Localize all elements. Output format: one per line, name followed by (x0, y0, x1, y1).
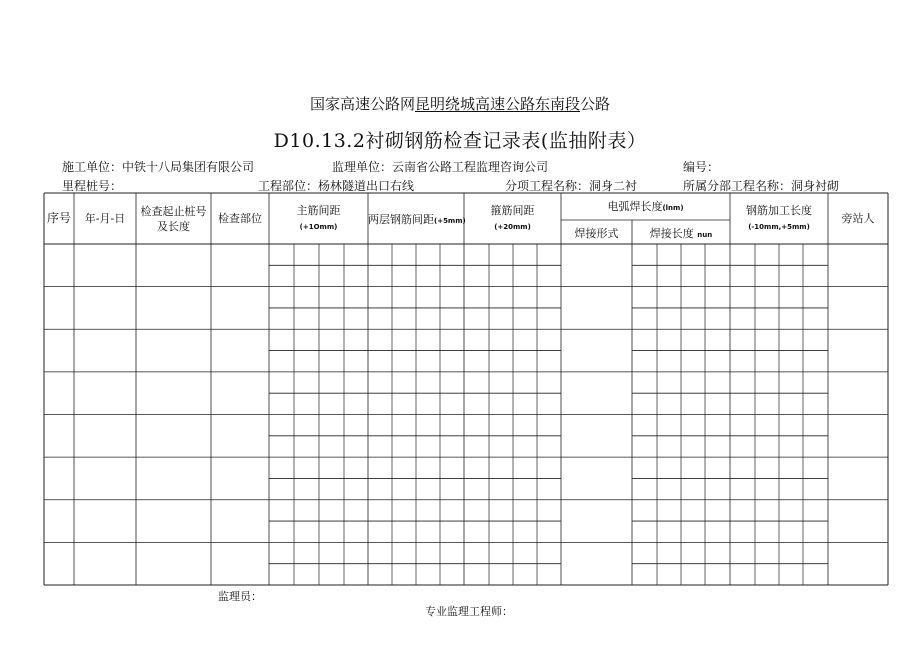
title-line-1: 国家高速公路网昆明绕城高速公路东南段公路 (309, 95, 611, 113)
header-part: 检查部位 (218, 212, 262, 225)
header-weld-form: 焊接形式 (574, 227, 619, 240)
header-two-layer: 两层钢筋间距(+5mm) (368, 213, 466, 226)
header-witness: 旁站人 (841, 212, 875, 225)
number-field: 编号： (683, 160, 720, 174)
contractor-field: 施工单位：中铁十八局集团有限公司 (62, 160, 255, 174)
header-weld: 电弧焊长度(lnm) (607, 200, 684, 213)
header-range: 检查起止桩号 及长度 (140, 205, 207, 233)
header-stirrup: 箍筋间距 (+20mm) (490, 204, 535, 231)
header-processing: 钢筋加工长度 (-10mm,+5mm) (746, 204, 812, 231)
mileage-field: 里程桩号： (62, 179, 123, 193)
header-date: 年-月-日 (84, 212, 126, 225)
project-name-underlined: 昆明绕城高速公路东南段 (414, 95, 580, 113)
division-field: 所属分部工程名称：洞身衬砌 (683, 179, 840, 193)
sub-item-field: 分项工程名称：洞身二衬 (505, 179, 638, 193)
form-title: D10.13.2衬砌钢筋检查记录表(监抽附表） (273, 130, 647, 152)
header-seq: 序号 (46, 211, 71, 225)
header-weld-length: 焊接长度 nun (649, 227, 713, 240)
engineer-signature-label: 专业监理工程师： (425, 605, 513, 618)
project-location-field: 工程部位：杨林隧道出口右线 (258, 179, 415, 193)
supervisor-signature-label: 监理员： (218, 590, 262, 603)
header-main-bar: 主筋间距 (+1Omm) (296, 204, 341, 231)
supervisor-unit-field: 监理单位：云南省公路工程监理咨询公司 (332, 160, 549, 174)
